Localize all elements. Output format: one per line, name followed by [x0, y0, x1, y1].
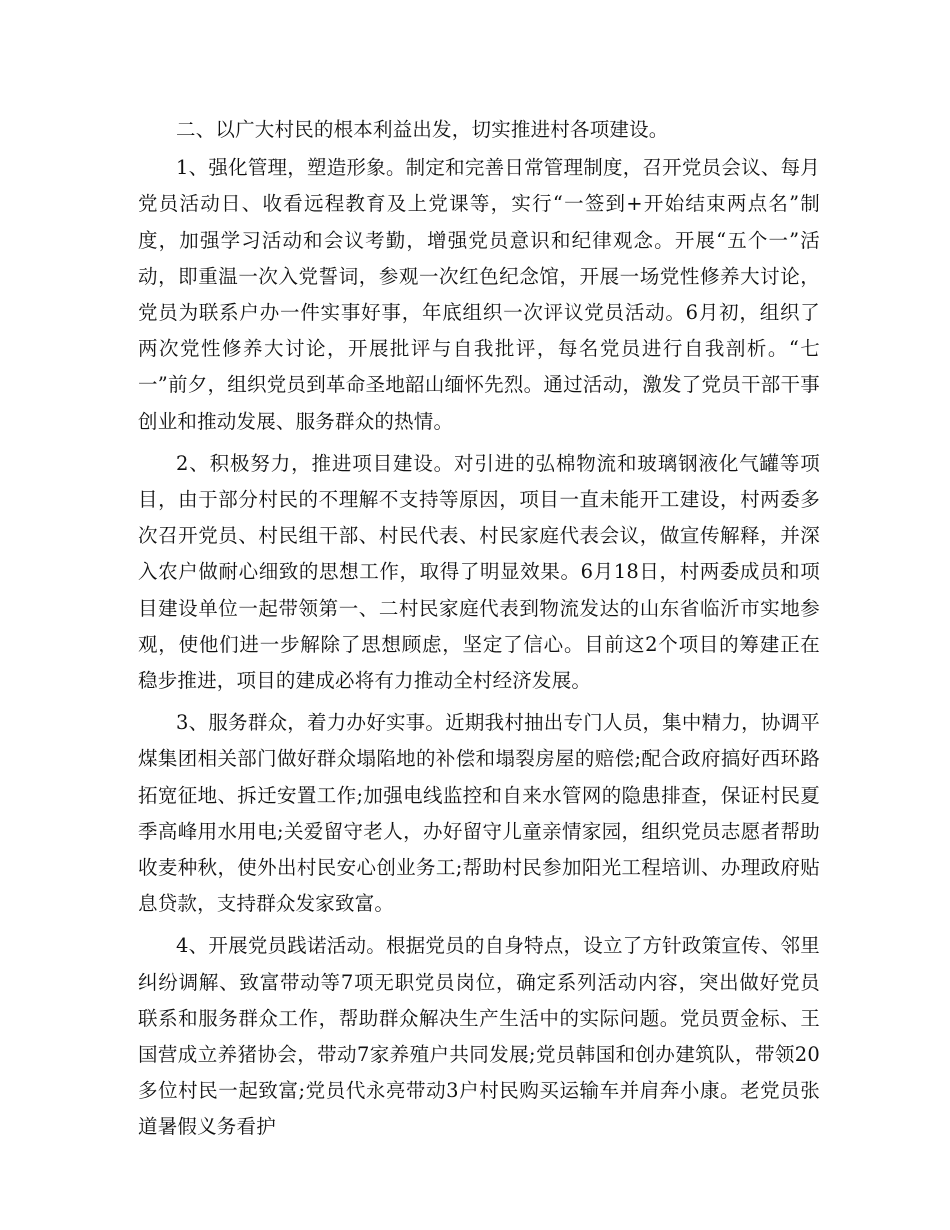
paragraph-2: 2、积极努力，推进项目建设。对引进的弘棉物流和玻璃钢液化气罐等项目，由于部分村民的不理解不支持等原因，项目一直未能开工建设，村两委多次召开党员、村民组干部、村民代表、村民家庭代表会议，做宣传解释，并深入农户做耐心细致的思想工作，取得了明显效果。6月18日，村两委成员和项目建设单位一起带领第一、二村民家庭代表到物流发达的山东省临沂市实地参观，使他们进一步解除了思想顾虑，坚定了信心。目前这2个项目的筹建正在稳步推进，项目的建成必将有力推动全村经济发展。: [138, 451, 820, 693]
paragraph-4: 4、开展党员践诺活动。根据党员的自身特点，设立了方针政策宣传、邻里纠纷调解、致富带动等7项无职党员岗位，确定系列活动内容，突出做好党员联系和服务群众工作，帮助群众解决生产生活中的实际问题。党员贾金标、王国营成立养猪协会，带动7家养殖户共同发展;党员韩国和创办建筑队，带领20多位村民一起致富;党员代永亮带动3户村民购买运输车并肩奔小康。老党员张道暑假义务看护: [138, 934, 820, 1139]
document-page: [138, 112, 820, 1152]
section-heading: 二、以广大村民的根本利益出发，切实推进村各项建设。: [176, 118, 669, 141]
paragraph-1: 1、强化管理，塑造形象。制定和完善日常管理制度，召开党员会议、每月党员活动日、收看远程教育及上党课等，实行“一签到+开始结束两点名”制度，加强学习活动和会议考勤，增强党员意识和纪律观念。开展“五个一”活动，即重温一次入党誓词，参观一次红色纪念馆，开展一场党性修养大讨论，党员为联系户办一件实事好事，年底组织一次评议党员活动。6月初，组织了两次党性修养大讨论，开展批评与自我批评，每名党员进行自我剖析。“七一”前夕，组织党员到革命圣地韶山缅怀先烈。通过活动，激发了党员干部干事创业和推动发展、服务群众的热情。: [138, 156, 820, 433]
paragraph-3: 3、服务群众，着力办好实事。近期我村抽出专门人员，集中精力，协调平煤集团相关部门做好群众塌陷地的补偿和塌裂房屋的赔偿;配合政府搞好西环路拓宽征地、拆迁安置工作;加强电线监控和自来水管网的隐患排查，保证村民夏季高峰用水用电;关爱留守老人，办好留守儿童亲情家园，组织党员志愿者帮助收麦种秋，使外出村民安心创业务工;帮助村民参加阳光工程培训、办理政府贴息贷款，支持群众发家致富。: [138, 711, 820, 916]
